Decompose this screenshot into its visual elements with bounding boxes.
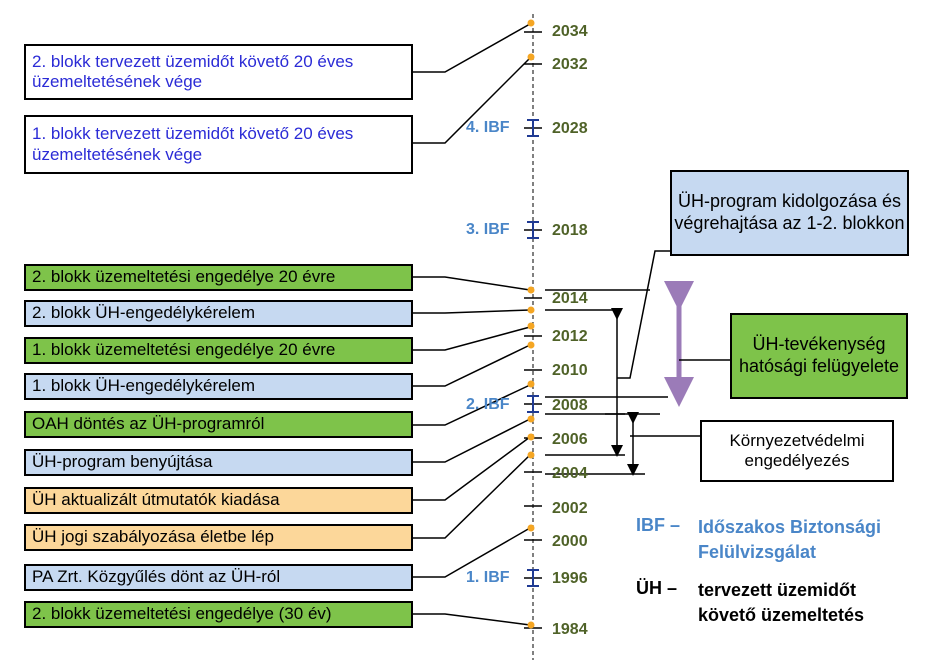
year-label: 2012 [552,328,588,345]
event-text: ÜH-program benyújtása [32,452,213,472]
ibf-label: 2. IBF [466,396,510,413]
event-text: ÜH jogi szabályozása életbe lép [32,527,274,547]
environment-box [700,420,894,482]
year-label: 2014 [552,290,588,307]
event-text: 2. blokk üzemeltetési engedélye 20 évre [32,267,336,287]
year-label: 1984 [552,621,588,638]
year-label: 2018 [552,222,588,239]
event-text: 2. blokk üzemeltetési engedélye (30 év) [32,604,332,624]
legend-uh-abbr: ÜH – [636,578,678,598]
year-label: 2002 [552,500,588,517]
event-text: 1. blokk üzemeltetési engedélye 20 évre [32,340,336,360]
event-text: OAH döntés az ÜH-programról [32,414,265,434]
year-label: 2028 [552,120,588,137]
event-markers [528,20,535,629]
event-box [24,564,413,591]
program-box [670,170,909,256]
year-label: 2000 [552,533,588,550]
supervision-text: ÜH-tevékenység hatósági felügyelete [738,334,900,376]
event-box [24,115,413,174]
event-text: ÜH aktualizált útmutatók kiadása [32,490,280,510]
year-label: 1996 [552,570,588,587]
event-box [24,373,413,400]
year-label: 2006 [552,431,588,448]
legend-uh-text: tervezett üzemidőt követő üzemeltetés [698,580,865,626]
event-box [24,449,413,476]
event-box [24,487,413,514]
program-text: ÜH-program kidolgozása és végrehajtása az 1-2. blokkon [674,191,905,233]
event-text: PA Zrt. Közgyűlés dönt az ÜH-ról [32,567,281,587]
supervision-box [730,313,908,399]
event-text: 2. blokk tervezett üzemidőt követő 20 éves üzemeltetésének vége [32,51,354,91]
legend-ibf-text: Időszakos Biztonsági Felülvizsgálat [698,517,882,563]
event-text: 1. blokk ÜH-engedélykérelem [32,376,255,396]
event-text: 2. blokk ÜH-engedélykérelem [32,303,255,323]
year-label: 2034 [552,23,588,40]
connector-lines [413,24,530,625]
event-box [24,44,413,100]
legend-ibf-abbr: IBF – [636,515,681,535]
event-box [24,264,413,291]
ibf-label: 4. IBF [466,119,510,136]
year-label: 2010 [552,362,588,379]
event-text: 1. blokk tervezett üzemidőt követő 20 éves üzemeltetésének vége [32,124,354,164]
program-connector [617,251,700,378]
event-box [24,337,413,364]
event-box [24,601,413,628]
ibf-label: 1. IBF [466,569,510,586]
ibf-label: 3. IBF [466,221,510,238]
event-box [24,300,413,327]
year-label: 2008 [552,397,588,414]
year-label: 2032 [552,56,588,73]
event-box [24,411,413,438]
year-label: 2004 [552,465,588,482]
environment-text: Környezetvédelmi engedélyezés [729,430,865,470]
event-box [24,524,413,551]
